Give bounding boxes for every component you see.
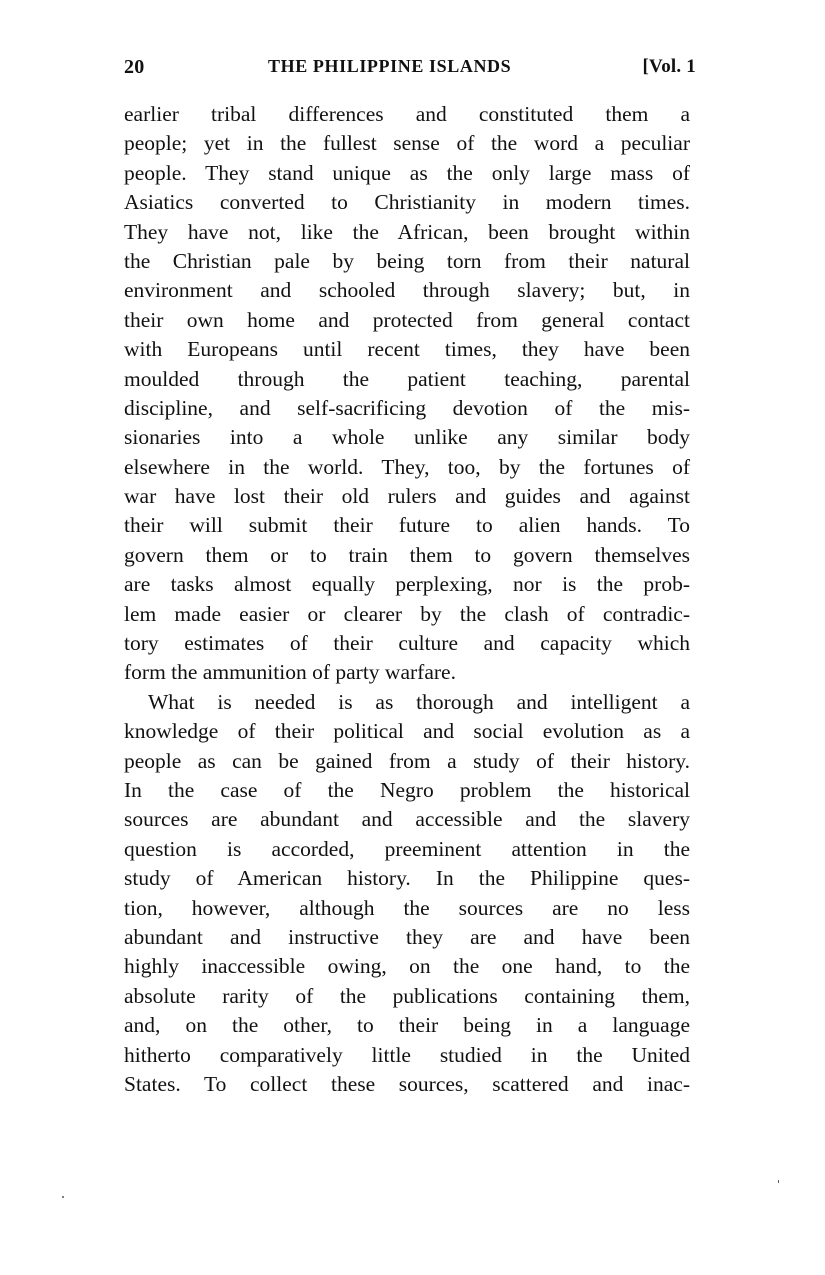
text-line: Asiatics converted to Christianity in modern times. — [124, 190, 690, 215]
text-line: war have lost their old rulers and guides and against — [124, 484, 690, 509]
text-line: the Christian pale by being torn from their natural — [124, 248, 690, 273]
text-line: earlier tribal differences and constituted them a — [124, 102, 690, 126]
text-line: absolute rarity of the publications containing them, — [124, 983, 690, 1008]
text-line: and, on the other, to their being in a language — [124, 1013, 690, 1038]
text-line: lem made easier or clearer by the clash of contradic- — [124, 601, 690, 626]
text-line: knowledge of their political and social evolution as a — [124, 719, 690, 744]
text-line: govern them or to train them to govern themselves — [124, 542, 690, 567]
text-line: their own home and protected from general contact — [124, 307, 690, 332]
text-line: In the case of the Negro problem the historical — [124, 777, 690, 802]
page-number: 20 — [124, 56, 145, 78]
text-line: discipline, and self-sacrificing devotion of the mis- — [124, 395, 690, 420]
text-line: question is accorded, preeminent attention in the — [124, 836, 690, 861]
text-line: moulded through the patient teaching, parental — [124, 366, 690, 391]
text-line: environment and schooled through slavery; but, in — [124, 278, 690, 303]
text-line: sources are abundant and accessible and the slavery — [124, 807, 690, 832]
text-line: people; yet in the fullest sense of the word a peculiar — [124, 131, 690, 156]
text-line: States. To collect these sources, scattered and inac- — [124, 1071, 690, 1096]
scan-speck — [62, 1196, 64, 1198]
text-line: study of American history. In the Philippine ques- — [124, 866, 690, 891]
text-line: people as can be gained from a study of their history. — [124, 748, 690, 773]
running-head — [124, 56, 696, 84]
text-line: What is needed is as thorough and intelligent a — [148, 689, 690, 714]
text-line: with Europeans until recent times, they have been — [124, 337, 690, 362]
text-line: elsewhere in the world. They, too, by the fortunes of — [124, 454, 690, 479]
text-line: tion, however, although the sources are no less — [124, 895, 690, 920]
text-line: They have not, like the African, been brought within — [124, 219, 690, 244]
text-line: people. They stand unique as the only large mass of — [124, 160, 690, 185]
text-line: highly inaccessible owing, on the one hand, to the — [124, 954, 690, 979]
text-line: tory estimates of their culture and capacity which — [124, 631, 690, 656]
scan-speck — [778, 1180, 779, 1183]
paragraph — [124, 688, 690, 1099]
text-line: hitherto comparatively little studied in the United — [124, 1042, 690, 1067]
text-line: abundant and instructive they are and have been — [124, 924, 690, 949]
paragraph — [124, 100, 690, 688]
volume-label: [Vol. 1 — [642, 56, 696, 77]
text-line: are tasks almost equally perplexing, nor is the prob- — [124, 572, 690, 597]
text-line: form the ammunition of party warfare. — [124, 660, 456, 685]
text-line: sionaries into a whole unlike any similar body — [124, 425, 690, 450]
body-text — [124, 100, 690, 1099]
book-title: THE PHILIPPINE ISLANDS — [268, 56, 512, 76]
text-line: their will submit their future to alien hands. To — [124, 513, 690, 538]
